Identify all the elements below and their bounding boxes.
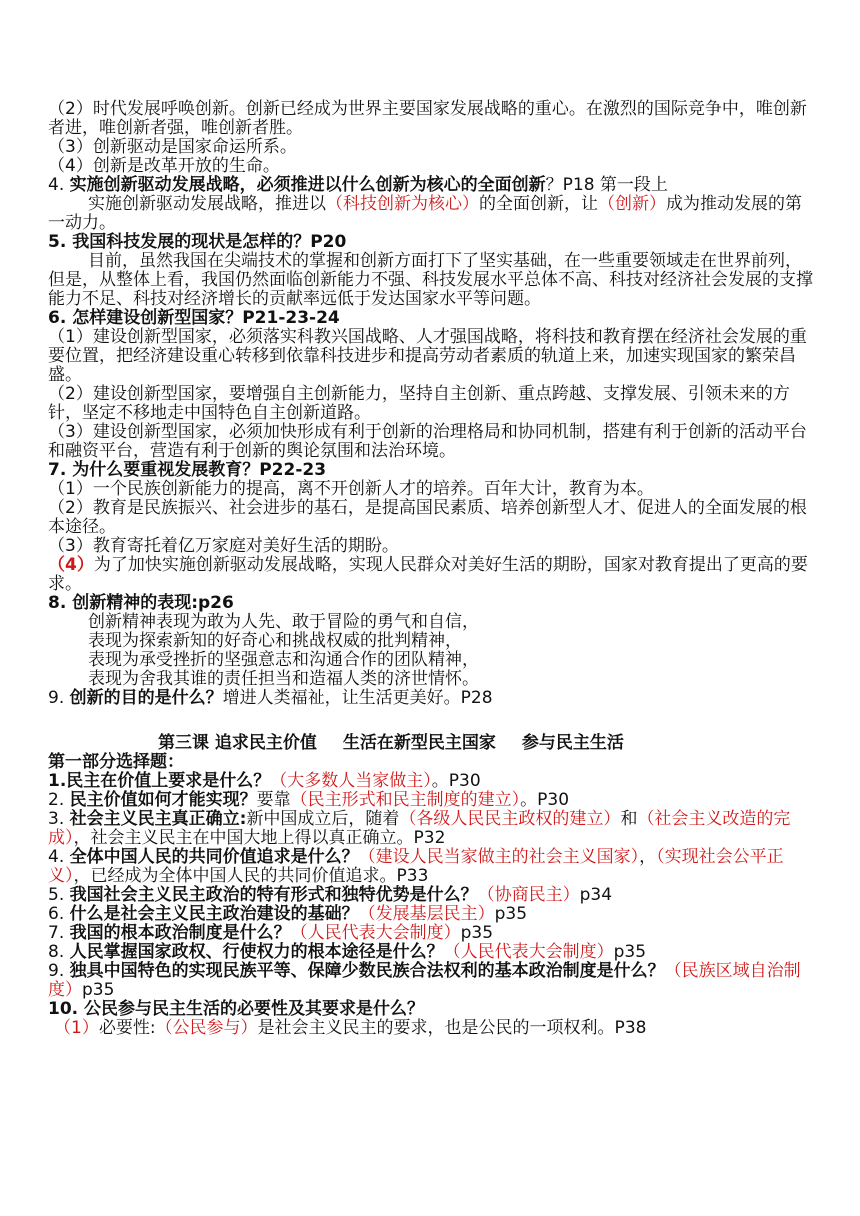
choice-4: [48, 848, 818, 886]
question-9: [48, 689, 818, 708]
choice-7: [48, 924, 818, 943]
question-4: [48, 176, 818, 195]
answer-number: （1）: [54, 1018, 99, 1038]
answer-8-2: 表现为探索新知的好奇心和挑战权威的批判精神，: [88, 631, 462, 651]
answer-10-1: [48, 1019, 818, 1038]
question-tail: ？P18 第一段上: [545, 175, 668, 195]
answer-text: 增进人类福祉，让生活更美好。P28: [222, 688, 493, 708]
answer-text: 是社会主义民主的要求，也是公民的一项权利。P38: [257, 1018, 647, 1038]
answer-highlight: （建设人民当家做主的社会主义国家）: [358, 847, 640, 867]
answer-text: 必要性:: [98, 1018, 156, 1038]
answer-highlight: （民族区域自治制度）: [48, 961, 801, 1000]
answer-5: 目前，虽然我国在尖端技术的掌握和创新方面打下了坚实基础，在一些重要领域走在世界前列，但是，从整体上看，我国仍然面临创新能力不强、科技发展水平总体不高、科技对经济社会发展的支撑能力不足、科技对经济增长的贡献率远低于发达国家水平等问题。: [48, 251, 813, 309]
answer-highlight: （科技创新为核心）: [326, 194, 479, 214]
page-ref: 。P30: [520, 790, 570, 810]
answer-text: ，社会主义民主在中国大地上得以真正确立。P32: [73, 828, 446, 848]
question-number: 4.: [48, 847, 70, 867]
answer-highlight: （各级人民民主政权的建立）: [399, 809, 621, 829]
page-ref: 。P30: [431, 771, 481, 791]
answer-7-4: [48, 556, 818, 594]
answer-8-4: 表现为舍我其谁的责任担当和造福人类的济世情怀。: [88, 669, 479, 689]
question-number: 5.: [48, 885, 70, 905]
answer-text: ，: [639, 847, 657, 867]
answer-text: 成为推动发展的第一动力。: [48, 194, 802, 233]
question-text: 什么是社会主义民主政治建设的基础？: [69, 904, 359, 924]
choice-1: [48, 772, 818, 791]
answer-6-3: （3）建设创新型国家，必须加快形成有利于创新的治理格局和协同机制，搭建有利于创新的活动平台和融资平台，营造有利于创新的舆论氛围和法治环境。: [48, 422, 807, 461]
answer-8-1: 创新精神表现为敢为人先、敢于冒险的勇气和自信，: [88, 612, 479, 632]
answer-text: 和: [620, 809, 638, 829]
lesson-title: [48, 734, 818, 753]
answer-text: 实施创新驱动发展战略，推进以: [88, 194, 326, 214]
question-number: 3.: [48, 809, 70, 829]
question-number: 4.: [48, 175, 70, 195]
answer-6-1: （1）建设创新型国家，必须落实科教兴国战略、人才强国战略，将科技和教育摆在经济社会发展的重要位置，把经济建设重心转移到依靠科技进步和提高劳动者素质的轨道上来，加速实现国家的繁荣昌盛。: [48, 327, 807, 385]
question-number: 7.: [48, 923, 70, 943]
question-number: 9.: [48, 961, 70, 981]
question-5: 5. 我国科技发展的现状是怎样的？P20: [48, 232, 347, 252]
question-number: 2.: [48, 790, 70, 810]
question-7: 7. 为什么要重视发展教育？P22-23: [48, 460, 327, 480]
question-text: 人民掌握国家政权、行使权力的根本途径是什么？: [69, 942, 444, 962]
answer-text: 新中国成立后，随着: [246, 809, 400, 829]
answer-7-1: （1）一个民族创新能力的提高，离不开创新人才的培养。百年大计，教育为本。: [48, 479, 654, 499]
question-text: 我国的根本政治制度是什么？: [69, 923, 291, 943]
question-text: 实施创新驱动发展战略，必须推进以什么创新为核心的全面创新: [69, 175, 546, 195]
answer-highlight: （人民代表大会制度）: [290, 923, 461, 943]
text-line: （3）创新驱动是国家命运所系。: [48, 137, 297, 157]
section-heading: 第一部分选择题：: [48, 752, 184, 772]
answer-highlight: （公民参与）: [155, 1018, 258, 1038]
text-line: （2）时代发展呼唤创新。创新已经成为世界主要国家发展战略的重心。在激烈的国际竞争中，唯创新者进，唯创新者强，唯创新者胜。: [48, 99, 807, 138]
choice-9: [48, 962, 818, 1000]
question-8: 8. 创新精神的表现:p26: [48, 593, 234, 613]
document-page: [48, 100, 818, 1038]
answer-highlight: （创新）: [598, 194, 666, 214]
lesson-title-part: 参与民主生活: [521, 733, 624, 753]
answer-text: 为了加快实施创新驱动发展战略，实现人民群众对美好生活的期盼，国家对教育提出了更高的要求。: [48, 555, 808, 594]
choice-2: [48, 791, 818, 810]
answer-4: [48, 195, 818, 233]
answer-highlight: （大多数人当家做主）: [270, 771, 432, 791]
answer-7-2: （2）教育是民族振兴、社会进步的基石，是提高国民素质、培养创新型人才、促进人的全面发展的根本途径。: [48, 498, 807, 537]
question-text: 创新的目的是什么？: [69, 688, 223, 708]
choice-8: [48, 943, 818, 962]
question-text: 我国社会主义民主政治的特有形式和独特优势是什么？: [69, 885, 478, 905]
answer-6-2: （2）建设创新型国家，要增强自主创新能力，坚持自主创新、重点跨越、支撑发展、引领未来的方针，坚定不移地走中国特色自主创新道路。: [48, 384, 790, 423]
answer-highlight: （民主形式和民主制度的建立）: [290, 790, 521, 810]
text-line: （4）创新是改革开放的生命。: [48, 156, 280, 176]
answer-text: 的全面创新，让: [479, 194, 598, 214]
answer-highlight: （协商民主）: [477, 885, 580, 905]
answer-7-3: （3）教育寄托着亿万家庭对美好生活的期盼。: [48, 536, 399, 556]
question-6: 6. 怎样建设创新型国家？P21-23-24: [48, 308, 340, 328]
question-text: 独具中国特色的实现民族平等、保障少数民族合法权利的基本政治制度是什么？: [69, 961, 665, 981]
answer-text: 要靠: [256, 790, 291, 810]
answer-highlight: （实现社会公平正义）: [48, 847, 784, 886]
answer-8-3: 表现为承受挫折的坚强意志和沟通合作的团队精神，: [88, 650, 479, 670]
page-ref: p35: [613, 942, 647, 962]
choice-5: [48, 886, 818, 905]
question-number: 6.: [48, 904, 70, 924]
answer-text: ，已经成为全体中国人民的共同价值追求。P33: [73, 866, 429, 886]
lesson-title-part: 生活在新型民主国家: [342, 733, 496, 753]
question-text: 民主价值如何才能实现？: [69, 790, 257, 810]
question-number: 9.: [48, 688, 70, 708]
answer-highlight: （发展基层民主）: [358, 904, 495, 924]
question-text: 社会主义民主真正确立:: [69, 809, 247, 829]
question-number: 8.: [48, 942, 70, 962]
lesson-title-part: 第三课 追求民主价值: [158, 733, 317, 753]
answer-number: （4）: [48, 555, 94, 575]
page-ref: p35: [82, 980, 115, 1000]
choice-6: [48, 905, 818, 924]
answer-highlight: （社会主义改造的完成）: [48, 809, 791, 848]
answer-highlight: （人民代表大会制度）: [443, 942, 614, 962]
question-text: 全体中国人民的共同价值追求是什么？: [69, 847, 359, 867]
question-text: 1.民主在价值上要求是什么？: [48, 771, 271, 791]
choice-3: [48, 810, 818, 848]
choice-10: 10. 公民参与民主生活的必要性及其要求是什么？: [48, 999, 425, 1019]
page-ref: p35: [494, 904, 528, 924]
page-ref: p34: [579, 885, 613, 905]
page-ref: p35: [460, 923, 494, 943]
